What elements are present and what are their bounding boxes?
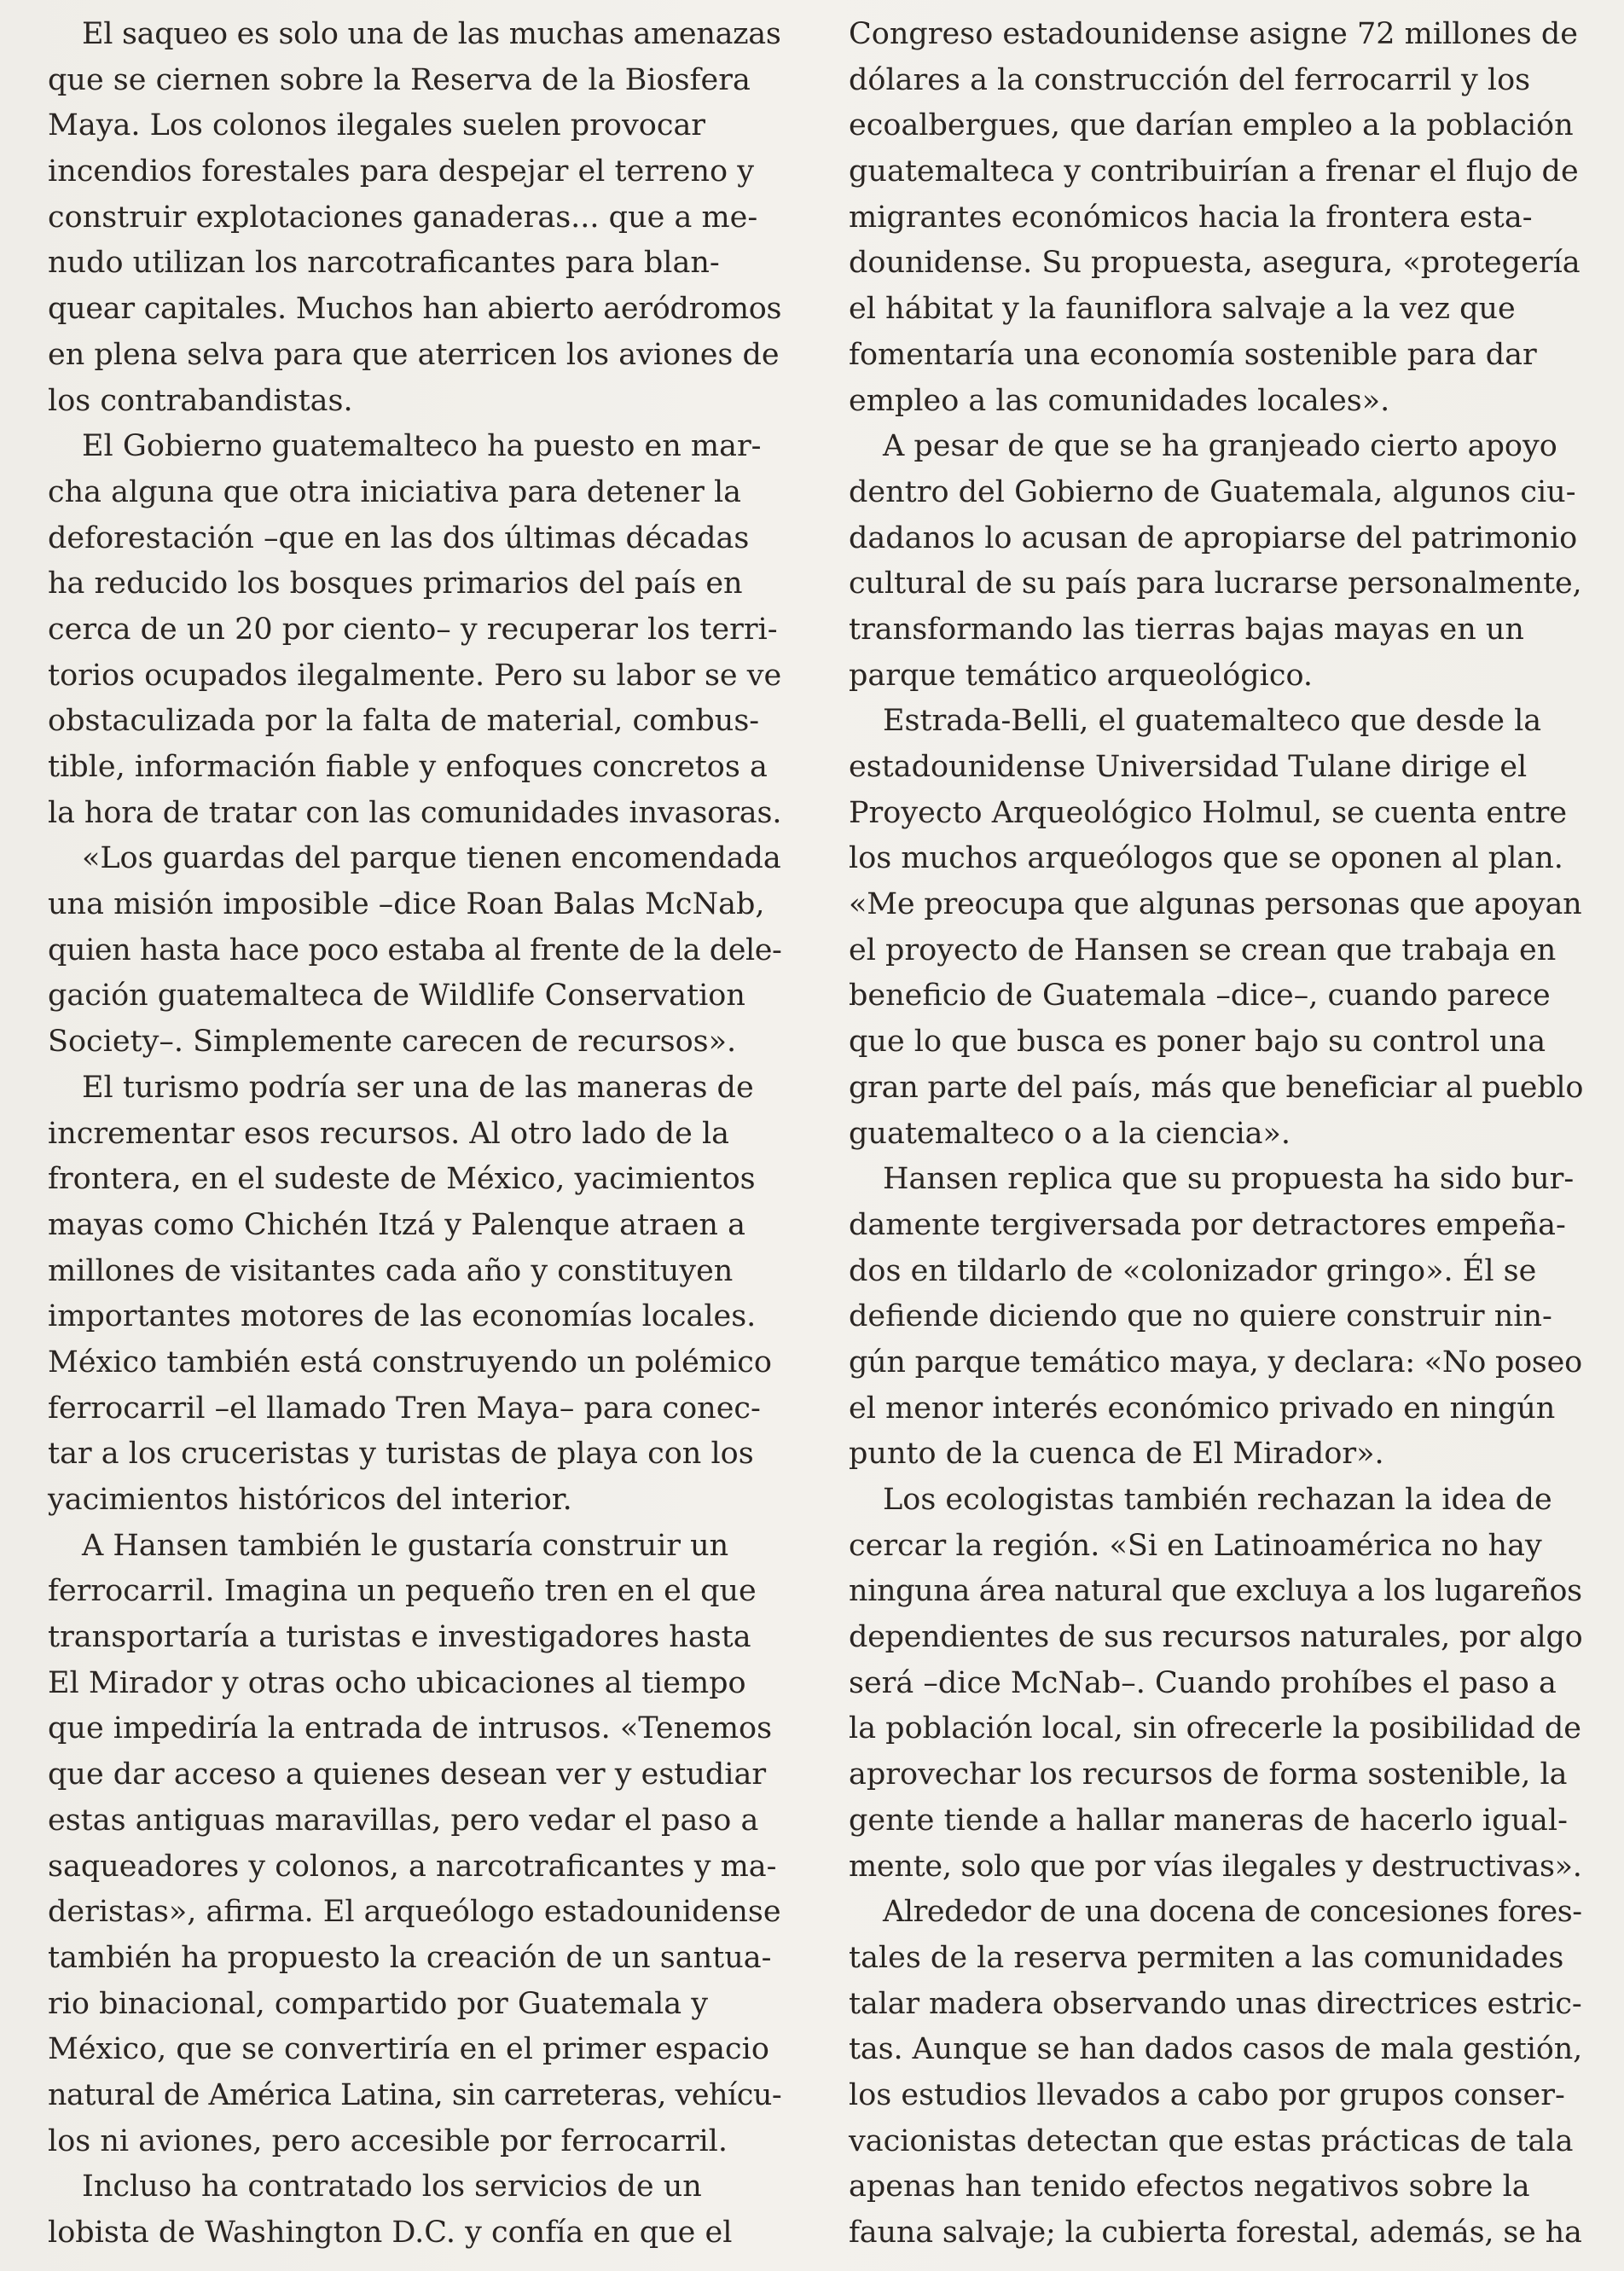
text-line: el hábitat y la fauniflora salvaje a la vez que [849,292,1516,327]
text-line: ninguna área natural que excluya a los lugareños [849,1574,1582,1609]
text-line: A pesar de que se ha granjeado cierto apoyo [883,429,1557,464]
text-line: migrantes económicos hacia la frontera esta- [849,200,1533,235]
text-line: fauna salvaje; la cubierta forestal, además, se ha [849,2216,1582,2250]
text-line: deforestación –que en las dos últimas décadas [48,520,750,555]
text-line: obstaculizada por la falta de material, combus- [48,704,760,739]
text-line: «Me preocupa que algunas personas que apoyan [849,887,1582,922]
text-line: talar madera observando unas directrices estric- [849,1986,1582,2021]
text-line: El turismo podría ser una de las maneras de [82,1070,754,1105]
text-line: rio binacional, compartido por Guatemala y [48,1986,709,2021]
text-line: la población local, sin ofrecerle la posibilidad de [849,1711,1581,1746]
text-line: los ni aviones, pero accesible por ferrocarril. [48,2123,728,2158]
text-line: deristas», afirma. El arqueólogo estadounidense [48,1895,781,1930]
text-line: también ha propuesto la creación de un santua- [48,1940,772,1975]
text-line: ecoalbergues, que darían empleo a la población [849,108,1574,143]
text-line: el menor interés económico privado en ningún [849,1391,1556,1426]
text-line: transformando las tierras bajas mayas en un [849,612,1524,647]
text-line: empleo a las comunidades locales». [849,383,1390,418]
text-line: la hora de tratar con las comunidades invasoras. [48,795,782,830]
text-line: fomentaría una economía sostenible para dar [849,337,1537,372]
text-line: Society–. Simplemente carecen de recursos». [48,1025,737,1060]
text-line: quien hasta hace poco estaba al frente de la dele- [48,932,782,967]
text-line: Congreso estadounidense asigne 72 millones de [849,17,1578,51]
text-line: los muchos arqueólogos que se oponen al plan. [849,841,1563,876]
text-line: Los ecologistas también rechazan la idea de [883,1483,1552,1517]
text-line: defiende diciendo que no quiere construir nin- [849,1299,1552,1334]
text-line: que lo que busca es poner bajo su control una [849,1025,1546,1060]
text-line: El Mirador y otras ocho ubicaciones al tiempo [48,1665,746,1700]
text-line: frontera, en el sudeste de México, yacimientos [48,1162,756,1197]
text-line: importantes motores de las economías locales. [48,1299,757,1334]
text-line: mente, solo que por vías ilegales y destructivas». [849,1849,1582,1884]
text-line: dounidense. Su propuesta, asegura, «protegería [849,246,1580,281]
text-line: construir explotaciones ganaderas... que a me- [48,200,758,235]
text-line: tible, información fiable y enfoques concretos a [48,750,768,784]
text-line: Incluso ha contratado los servicios de un [82,2169,702,2204]
text-line: Maya. Los colonos ilegales suelen provocar [48,108,706,143]
text-line: ferrocarril –el llamado Tren Maya– para conec- [48,1391,761,1426]
text-line: que dar acceso a quienes desean ver y estudiar [48,1757,767,1792]
text-line: saqueadores y colonos, a narcotraficantes y ma- [48,1849,777,1884]
text-line: aprovechar los recursos de forma sostenible, la [849,1757,1568,1792]
text-line: Proyecto Arqueológico Holmul, se cuenta entre [849,795,1568,830]
text-line: tales de la reserva permiten a las comunidades [849,1940,1564,1975]
text-line: damente tergiversada por detractores empeña- [849,1207,1566,1242]
text-line: natural de América Latina, sin carreteras, vehícu- [48,2077,782,2112]
text-line: guatemalteca y contribuirían a frenar el flujo de [849,154,1579,189]
text-line: cha alguna que otra iniciativa para detener la [48,474,741,509]
text-line: los contrabandistas. [48,383,353,418]
text-line: gación guatemalteca de Wildlife Conservation [48,979,745,1014]
text-line: estadounidense Universidad Tulane dirige el [849,750,1528,784]
text-line: dependientes de sus recursos naturales, por algo [849,1620,1583,1655]
text-line: torios ocupados ilegalmente. Pero su labor se ve [48,658,782,693]
right-text-column [849,12,1582,2256]
text-line: Estrada-Belli, el guatemalteco que desde la [883,704,1542,739]
text-line: incrementar esos recursos. Al otro lado de la [48,1116,730,1151]
text-line: tas. Aunque se han dados casos de mala gestión, [849,2032,1583,2067]
text-line: cultural de su país para lucrarse personalmente, [849,566,1582,601]
text-line: lobista de Washington D.C. y confía en que el [48,2216,733,2250]
text-line: apenas han tenido efectos negativos sobre la [849,2169,1530,2204]
text-line: Hansen replica que su propuesta ha sido bur- [883,1162,1575,1197]
text-line: gún parque temático maya, y declara: «No poseo [849,1345,1582,1379]
text-line: será –dice McNab–. Cuando prohíbes el paso a [849,1665,1557,1700]
text-line: millones de visitantes cada año y constituyen [48,1253,734,1288]
text-line: ha reducido los bosques primarios del país en [48,566,743,601]
text-line: vacionistas detectan que estas prácticas de tala [849,2123,1574,2158]
text-line: ferrocarril. Imagina un pequeño tren en el que [48,1574,757,1609]
text-line: gente tiende a hallar maneras de hacerlo igual- [849,1803,1568,1838]
text-line: «Los guardas del parque tienen encomendada [82,841,781,876]
text-line: gran parte del país, más que beneficiar al pueblo [849,1070,1584,1105]
text-line: tar a los cruceristas y turistas de playa con los [48,1437,754,1472]
text-line: dentro del Gobierno de Guatemala, algunos ciu- [849,474,1576,509]
text-line: el proyecto de Hansen se crean que trabaja en [849,932,1557,967]
text-line: una misión imposible –dice Roan Balas McNab, [48,887,765,922]
text-line: El Gobierno guatemalteco ha puesto en mar- [82,429,762,464]
text-line: yacimientos históricos del interior. [48,1483,572,1517]
text-line: cerca de un 20 por ciento– y recuperar los terri- [48,612,778,647]
text-line: dadanos lo acusan de apropiarse del patrimonio [849,520,1578,555]
text-line: dólares a la construcción del ferrocarril y los [849,62,1531,97]
text-line: que se ciernen sobre la Reserva de la Biosfera [48,62,751,97]
text-line: México, que se convertiría en el primer espacio [48,2032,769,2067]
text-line: dos en tildarlo de «colonizador gringo». Él se [849,1253,1537,1288]
text-line: incendios forestales para despejar el terreno y [48,154,754,189]
text-line: cercar la región. «Si en Latinoamérica no hay [849,1528,1542,1563]
text-line: estas antiguas maravillas, pero vedar el paso a [48,1803,759,1838]
text-line: mayas como Chichén Itzá y Palenque atraen a [48,1207,745,1242]
text-line: transportaría a turistas e investigadores hasta [48,1620,751,1655]
text-line: quear capitales. Muchos han abierto aeródromos [48,292,782,327]
text-line: que impediría la entrada de intrusos. «Tenemos [48,1711,773,1746]
text-line: guatemalteco o a la ciencia». [849,1116,1291,1151]
text-line: beneficio de Guatemala –dice–, cuando parece [849,979,1551,1014]
text-line: parque temático arqueológico. [849,658,1314,693]
text-line: en plena selva para que aterricen los aviones de [48,337,780,372]
left-text-column [48,12,781,2256]
text-line: A Hansen también le gustaría construir un [82,1528,729,1563]
text-line: México también está construyendo un polémico [48,1345,772,1379]
text-line: El saqueo es solo una de las muchas amenazas [82,17,781,51]
text-line: nudo utilizan los narcotraficantes para blan- [48,246,720,281]
text-line: Alrededor de una docena de concesiones fores- [883,1895,1582,1930]
text-line: los estudios llevados a cabo por grupos conser- [849,2077,1565,2112]
text-line: punto de la cuenca de El Mirador». [849,1437,1384,1472]
